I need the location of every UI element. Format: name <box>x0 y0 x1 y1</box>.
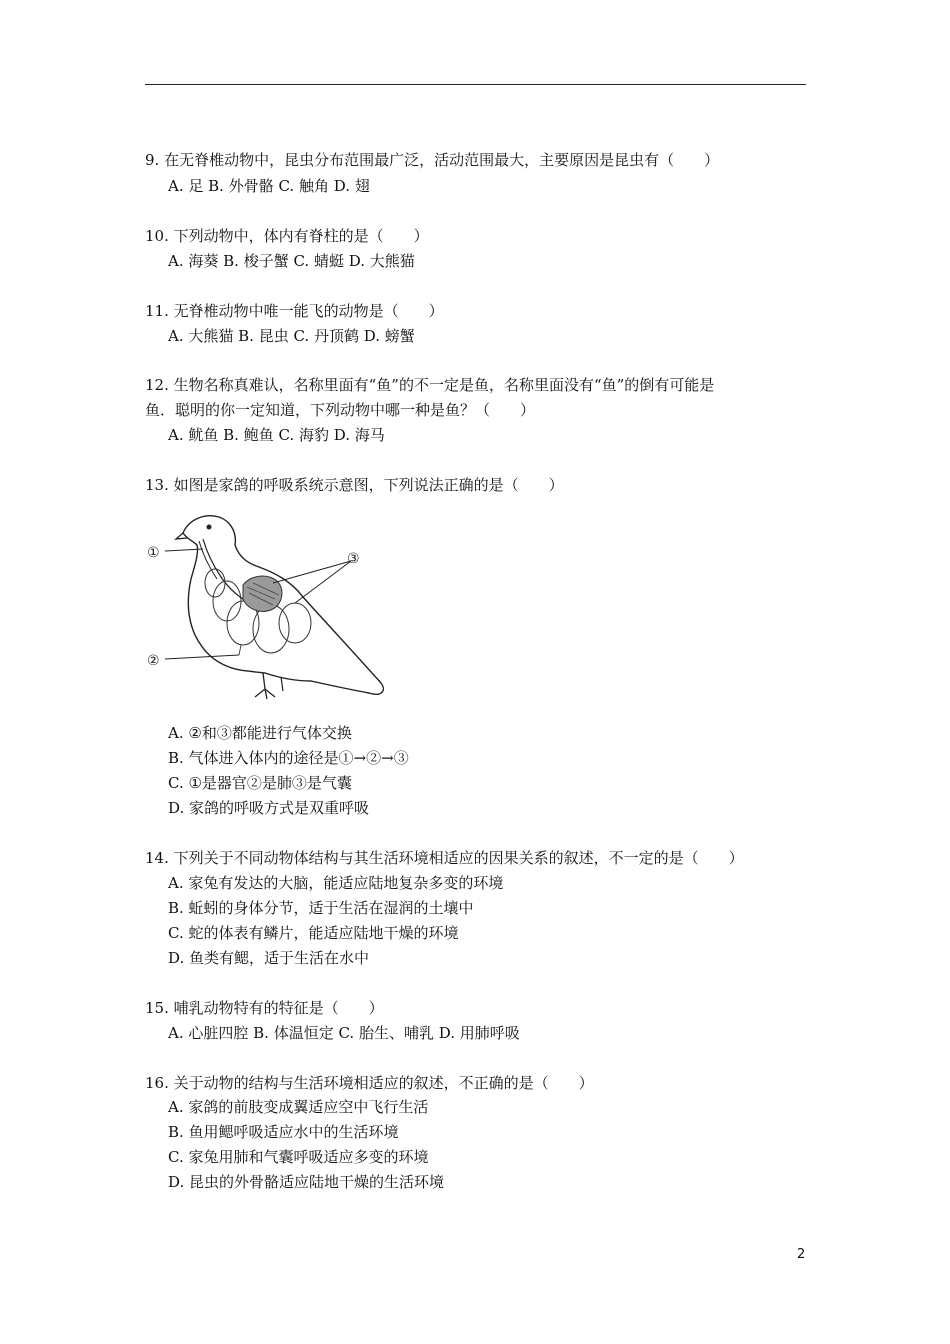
question-10-options: A. 海葵 B. 梭子蟹 C. 蜻蜓 D. 大熊猫 <box>168 252 415 270</box>
question-10-stem: 10. 下列动物中，体内有脊柱的是（ ） <box>145 227 429 245</box>
pigeon-respiratory-diagram <box>143 505 413 715</box>
question-16-option-b: B. 鱼用鳃呼吸适应水中的生活环境 <box>168 1123 399 1141</box>
question-11-stem: 11. 无脊椎动物中唯一能飞的动物是（ ） <box>145 302 444 320</box>
question-13-option-d: D. 家鸽的呼吸方式是双重呼吸 <box>168 799 370 817</box>
question-14-option-a: A. 家兔有发达的大脑，能适应陆地复杂多变的环境 <box>168 874 504 892</box>
figure-label-3: ③ <box>347 551 360 567</box>
question-12-stem-line-2: 鱼．聪明的你一定知道，下列动物中哪一种是鱼？（ ） <box>145 401 536 419</box>
question-15-options: A. 心脏四腔 B. 体温恒定 C. 胎生、哺乳 D. 用肺呼吸 <box>168 1024 520 1042</box>
question-15-stem: 15. 哺乳动物特有的特征是（ ） <box>145 999 384 1017</box>
question-12-options: A. 鱿鱼 B. 鲍鱼 C. 海豹 D. 海马 <box>168 426 385 444</box>
question-16-option-d: D. 昆虫的外骨骼适应陆地干燥的生活环境 <box>168 1173 445 1191</box>
question-16-option-c: C. 家兔用肺和气囊呼吸适应多变的环境 <box>168 1148 429 1166</box>
question-9-options: A. 足 B. 外骨骼 C. 触角 D. 翅 <box>168 177 370 195</box>
question-14-option-d: D. 鱼类有鳃，适于生活在水中 <box>168 949 370 967</box>
question-12-stem-line-1: 12. 生物名称真难认，名称里面有“鱼”的不一定是鱼，名称里面没有“鱼”的倒有可能是 <box>145 376 715 394</box>
question-16-option-a: A. 家鸽的前肢变成翼适应空中飞行生活 <box>168 1098 429 1116</box>
question-13-option-b: B. 气体进入体内的途径是①→②→③ <box>168 749 409 767</box>
question-14-stem: 14. 下列关于不同动物体结构与其生活环境相适应的因果关系的叙述，不一定的是（ ） <box>145 849 744 867</box>
question-13-stem: 13. 如图是家鸽的呼吸系统示意图，下列说法正确的是（ ） <box>145 476 564 494</box>
question-9-stem: 9. 在无脊椎动物中，昆虫分布范围最广泛，活动范围最大，主要原因是昆虫有（ ） <box>145 151 720 169</box>
question-13-option-c: C. ①是器官②是肺③是气囊 <box>168 774 352 792</box>
page-number: 2 <box>797 1247 806 1262</box>
question-13-option-a: A. ②和③都能进行气体交换 <box>168 724 352 742</box>
question-14-option-c: C. 蛇的体表有鳞片，能适应陆地干燥的环境 <box>168 924 459 942</box>
figure-label-1: ① <box>147 545 160 561</box>
question-11-options: A. 大熊猫 B. 昆虫 C. 丹顶鹤 D. 螃蟹 <box>168 327 415 345</box>
question-14-option-b: B. 蚯蚓的身体分节，适于生活在湿润的土壤中 <box>168 899 474 917</box>
figure-label-2: ② <box>147 653 160 669</box>
question-16-stem: 16. 关于动物的结构与生活环境相适应的叙述，不正确的是（ ） <box>145 1074 594 1092</box>
header-rule <box>145 84 806 85</box>
